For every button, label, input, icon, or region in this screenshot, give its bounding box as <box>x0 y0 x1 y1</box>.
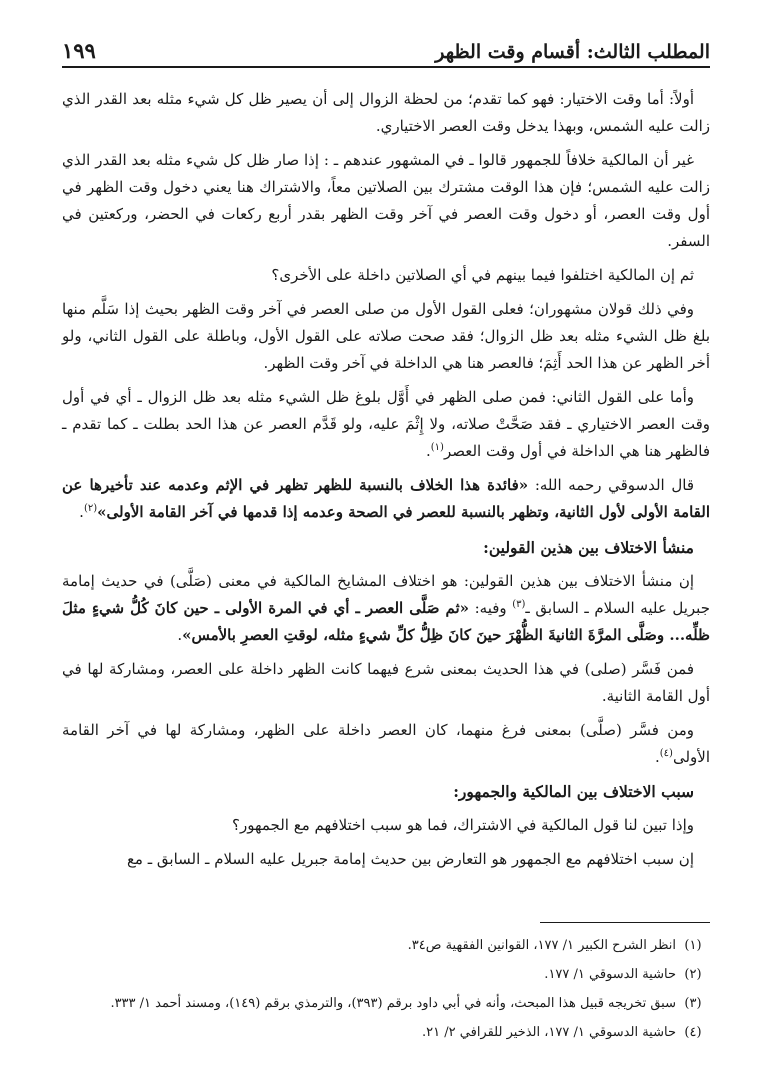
footnote <box>62 991 710 1016</box>
footnote-text: حاشية الدسوقي ١/ ١٧٧، الذخير للقرافي ٢/ ٢١. <box>422 1025 676 1040</box>
paragraph: ثم إن المالكية اختلفوا فيما بينهم في أي الصلاتين داخلة على الأخرى؟ <box>271 266 694 284</box>
footnote-ref: (٣) <box>512 599 526 610</box>
paragraph-text: ومن فسَّر (صلَّى) بمعنى فرغ منهما، كان العصر داخلة على الظهر، ومشاركة لها في آخر القامة الأولى <box>62 721 710 766</box>
page-header <box>62 34 710 68</box>
paragraph <box>62 717 710 771</box>
main-text <box>62 86 710 880</box>
footnote-number: (٤) <box>684 1025 702 1040</box>
footnotes <box>62 922 710 1049</box>
paragraph <box>62 472 710 526</box>
paragraph-end: . <box>177 626 183 644</box>
footnote <box>62 1020 710 1045</box>
footnote-number: (٢) <box>684 967 702 982</box>
footnote-ref: (٤) <box>659 748 673 759</box>
footnote-text: انظر الشرح الكبير ١/ ١٧٧، القوانين الفقهية ص٣٤. <box>407 938 676 953</box>
quotation: «فائدة هذا الخلاف بالنسبة للظهر تظهر في الإثم وعدمه عند تأخيرها عن القامة الأولى لأول الثانية، وتظهر بالنسبة للعصر في الصحة وعدمه إذا قدمها في آخر القامة الأولى» <box>62 476 710 521</box>
hadith-quotation: «ثم صَلَّى العصر ـ أي في المرة الأولى ـ حين كانَ كُلُّ شيءٍ مثلَ ظلِّه... وصَلَّى المرَّةَ الثانيةَ الظُّهْرَ حينَ كانَ ظِلُّ كلِّ شيءٍ مثله، لوقتِ العصرِ بالأمس» <box>62 599 710 644</box>
paragraph-text: قال الدسوقي رحمه الله: <box>528 476 695 494</box>
paragraph-text: إن منشأ الاختلاف بين هذين القولين: هو اختلاف المشايخ المالكية في معنى (صَلَّى) في حديث إمامة جبريل عليه السلام ـ السابق ـ <box>62 572 710 617</box>
paragraph <box>62 384 710 465</box>
footnote-text: سبق تخريجه قبيل هذا المبحث، وأنه في أبي داود برقم (٣٩٣)، والترمذي برقم (١٤٩)، ومسند أحمد ١/ ٣٣٣. <box>110 996 676 1011</box>
paragraph: فمن فَسَّر (صلى) في هذا الحديث بمعنى شرع فيهما كانت الظهر داخلة على العصر، ومشاركة لها في أول القامة الثانية. <box>62 660 710 705</box>
paragraph-text: وأما على القول الثاني: فمن صلى الظهر في أَوَّل بلوغ ظل الشيء مثله بعد ظل الزوال ـ أي في أول وقت العصر الاختياري ـ فقد صَحَّتْ صلاته، ولا إِثْمَ عليه، ولو قَدَّم العصر عن هذا الحد بطلت ـ كما تقدم ـ فالظهر هنا هي الداخلة في أول وقت العصر <box>62 388 710 460</box>
footnote <box>62 933 710 958</box>
paragraph <box>62 568 710 649</box>
paragraph-end: . <box>654 748 660 766</box>
section-heading: منشأ الاختلاف بين هذين القولين: <box>483 538 694 557</box>
paragraph-text: وفيه: <box>469 599 513 617</box>
paragraph: غير أن المالكية خلافاً للجمهور قالوا ـ في المشهور عندهم ـ : إذا صار ظل كل شيء مثله بعد القدر الذي زالت عليه الشمس؛ فإن هذا الوقت مشترك بين الصلاتين معاً، والاشتراك هنا يعني دخول وقت الظهر في أول وقت العصر، أو دخول وقت العصر في آخر وقت الظهر بقدر أربع ركعات في الحضر، وركعتين في السفر. <box>62 151 710 250</box>
paragraph: وفي ذلك قولان مشهوران؛ فعلى القول الأول من صلى العصر في آخر وقت الظهر بحيث إذا سَلَّم منها بلغ ظل الشيء مثله بعد ظل الزوال؛ فقد صحت صلاته على القول الأول، وباطلة على القول الثاني، ولو أخر الظهر عن هذا الحد أَثِمَ؛ فالعصر هنا هي الداخلة في آخر وقت الظهر. <box>62 300 710 372</box>
footnote-ref: (٢) <box>83 503 98 514</box>
footnote-number: (٣) <box>684 996 702 1011</box>
paragraph-end: . <box>79 503 84 521</box>
page-number: ١٩٩ <box>62 38 96 63</box>
running-head: المطلب الثالث: أقسام وقت الظهر <box>435 41 710 63</box>
paragraph: وإذا تبين لنا قول المالكية في الاشتراك، فما هو سبب اختلافهم مع الجمهور؟ <box>231 816 694 834</box>
footnote <box>62 962 710 987</box>
paragraph: إن سبب اختلافهم مع الجمهور هو التعارض بين حديث إمامة جبريل عليه السلام ـ السابق ـ مع <box>126 850 694 868</box>
footnote-ref: (١) <box>430 442 444 453</box>
paragraph: أولاً: أما وقت الاختيار: فهو كما تقدم؛ من لحظة الزوال إلى أن يصير ظل كل شيء مثله بعد القدر الذي زالت عليه الشمس، وبهذا يدخل وقت العصر الاختياري. <box>62 90 710 135</box>
footnote-text: حاشية الدسوقي ١/ ١٧٧. <box>544 967 676 982</box>
paragraph-end: . <box>425 442 431 460</box>
footnote-number: (١) <box>684 938 702 953</box>
footnote-divider <box>540 922 710 923</box>
section-heading: سبب الاختلاف بين المالكية والجمهور: <box>453 782 694 801</box>
